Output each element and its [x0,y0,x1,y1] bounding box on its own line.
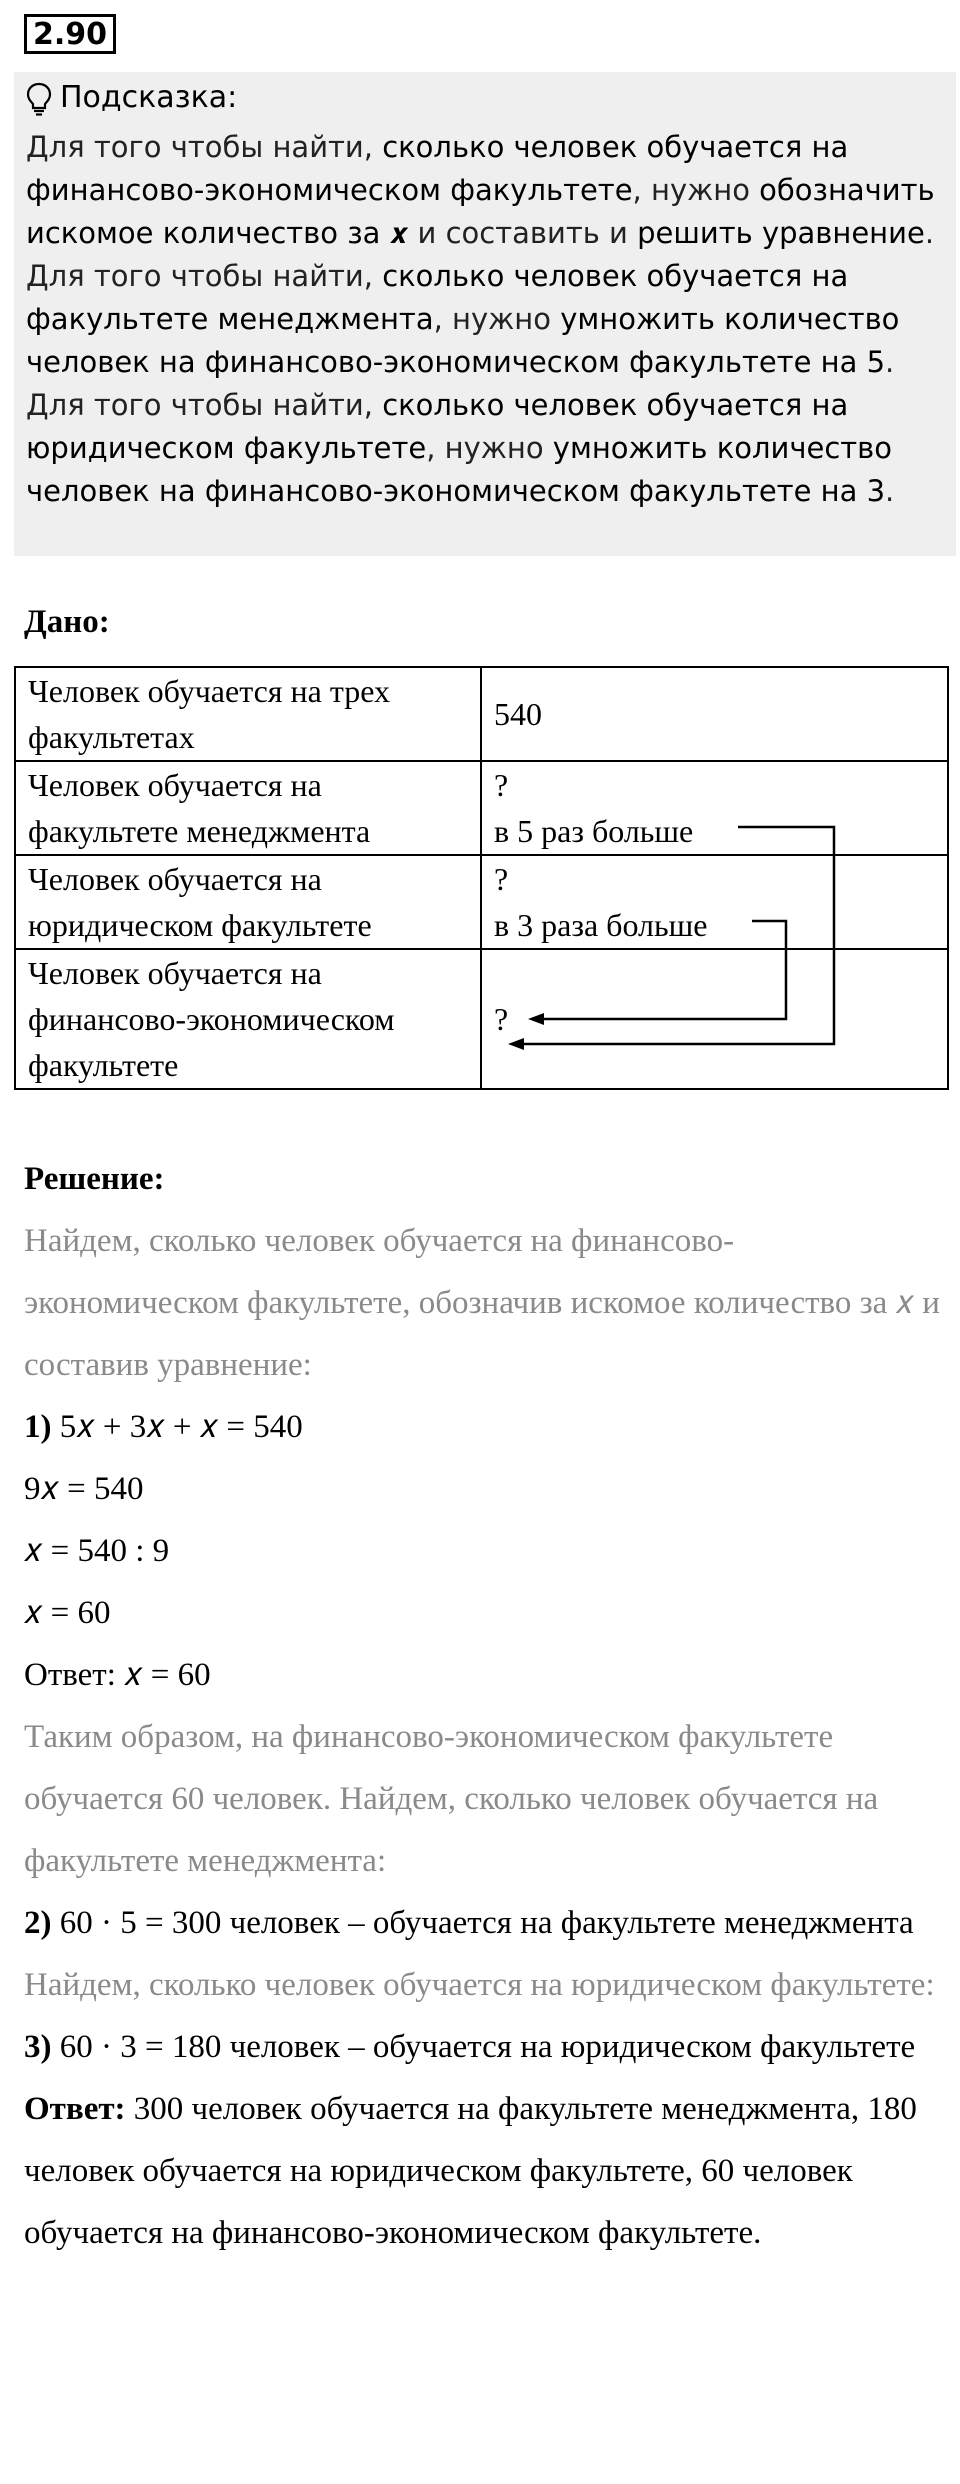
row-label: Человек обучается на факультете менеджмента [15,761,481,855]
hint-emphasis: сколько человек обучается на юридическом факультете [26,388,849,465]
hint-emphasis: 𝒙 [389,216,409,250]
hint-segment: , нужно [426,431,553,465]
hint-segment: Для того чтобы найти, [26,259,383,293]
hint-emphasis: обозначить искомое количество за [26,173,935,250]
hint-segment: . [924,216,935,250]
explanation-text: Таким образом, на финансово-экономическом факультете обучается 60 человек. Найдем, сколько человек обучается на факультете менеджмента: [24,1719,879,1879]
table-row [15,761,948,855]
value-line: в 3 раза больше [494,907,708,943]
hint-segment: , нужно [433,302,561,336]
step-number: 2) [24,1905,52,1941]
row-label: Человек обучается на трех факультетах [15,667,481,761]
row-label: Человек обучается на юридическом факультете [15,855,481,949]
hint-emphasis: решить уравнение [637,216,925,250]
hint-paragraph [26,384,936,513]
step-1 [24,1396,944,1458]
step-2 [24,1892,944,1954]
solution-intro [24,1210,944,1396]
equation: 5𝑥 + 3𝑥 + 𝑥 = 540 [59,1409,303,1445]
value-line: 540 [494,696,542,732]
hint-paragraph [26,126,936,255]
problem-number: 2.90 [24,14,116,54]
equation: 𝑥 = 540 : 9 [24,1533,170,1569]
hint-box [14,72,956,556]
row-value [481,949,948,1089]
row-label: Человек обучается на финансово-экономическом факультете [15,949,481,1089]
hint-emphasis: сколько человек обучается на финансово-экономическом факультете [26,130,849,207]
hint-header [26,78,237,118]
equation: 𝑥 = 60 [24,1595,111,1631]
solution [24,1148,944,2264]
hint-segment: Для того чтобы найти, [26,130,383,164]
hint-emphasis: сколько человек обучается на факультете менеджмента [26,259,849,336]
final-answer [24,2078,944,2264]
hint-title: Подсказка: [60,80,238,115]
value-line: ? [494,861,509,897]
explanation-text: Найдем, сколько человек обучается на юридическом факультете: [24,1967,935,2003]
hint-segment: , нужно [632,173,760,207]
variable-x: 𝑥 [895,1285,914,1321]
intro-tail: и составив уравнение: [24,1285,940,1383]
given-title: Дано: [24,604,110,640]
step-number: 3) [24,2029,52,2065]
step-number: 1) [24,1409,52,1445]
table-row [15,949,948,1089]
row-value [481,855,948,949]
table-row [15,855,948,949]
hint-paragraph [26,255,936,384]
answer-text: 300 человек обучается на факультете менеджмента, 180 человек обучается на юридическом факультете, 60 человек обучается на финансово-экономическом факультете. [24,2091,917,2251]
value-line: ? [494,767,509,803]
equation: 9𝑥 = 540 [24,1471,144,1507]
value-line: ? [494,1001,509,1037]
table-row [15,667,948,761]
hint-emphasis: умножить количество человек на финансово-экономическом факультете на 3 [26,431,893,508]
step-text: 60 · 3 = 180 человек – обучается на юридическом факультете [51,2029,916,2065]
given-table [14,666,949,1090]
lightbulb-icon [26,82,52,116]
solution-title: Решение: [24,1161,165,1197]
step-text: 60 · 5 = 300 человек – обучается на факультете менеджмента [51,1905,914,1941]
value-line: в 5 раз больше [494,813,694,849]
hint-text [26,126,936,513]
hint-emphasis: умножить количество человек на финансово-экономическом факультете на 5 [26,302,900,379]
row-value [481,761,948,855]
hint-segment: . [885,474,895,508]
step-3 [24,2016,944,2078]
hint-segment: Для того чтобы найти, [26,388,383,422]
row-value [481,667,948,761]
intermediate-answer: Ответ: 𝑥 = 60 [24,1657,211,1693]
intro-text: Найдем, сколько человек обучается на финансово-экономическом факультете, обозначив искомое количество за [24,1223,888,1321]
hint-segment: . [885,345,895,379]
hint-segment: и составить и [408,216,638,250]
answer-label: Ответ: [24,2091,126,2127]
